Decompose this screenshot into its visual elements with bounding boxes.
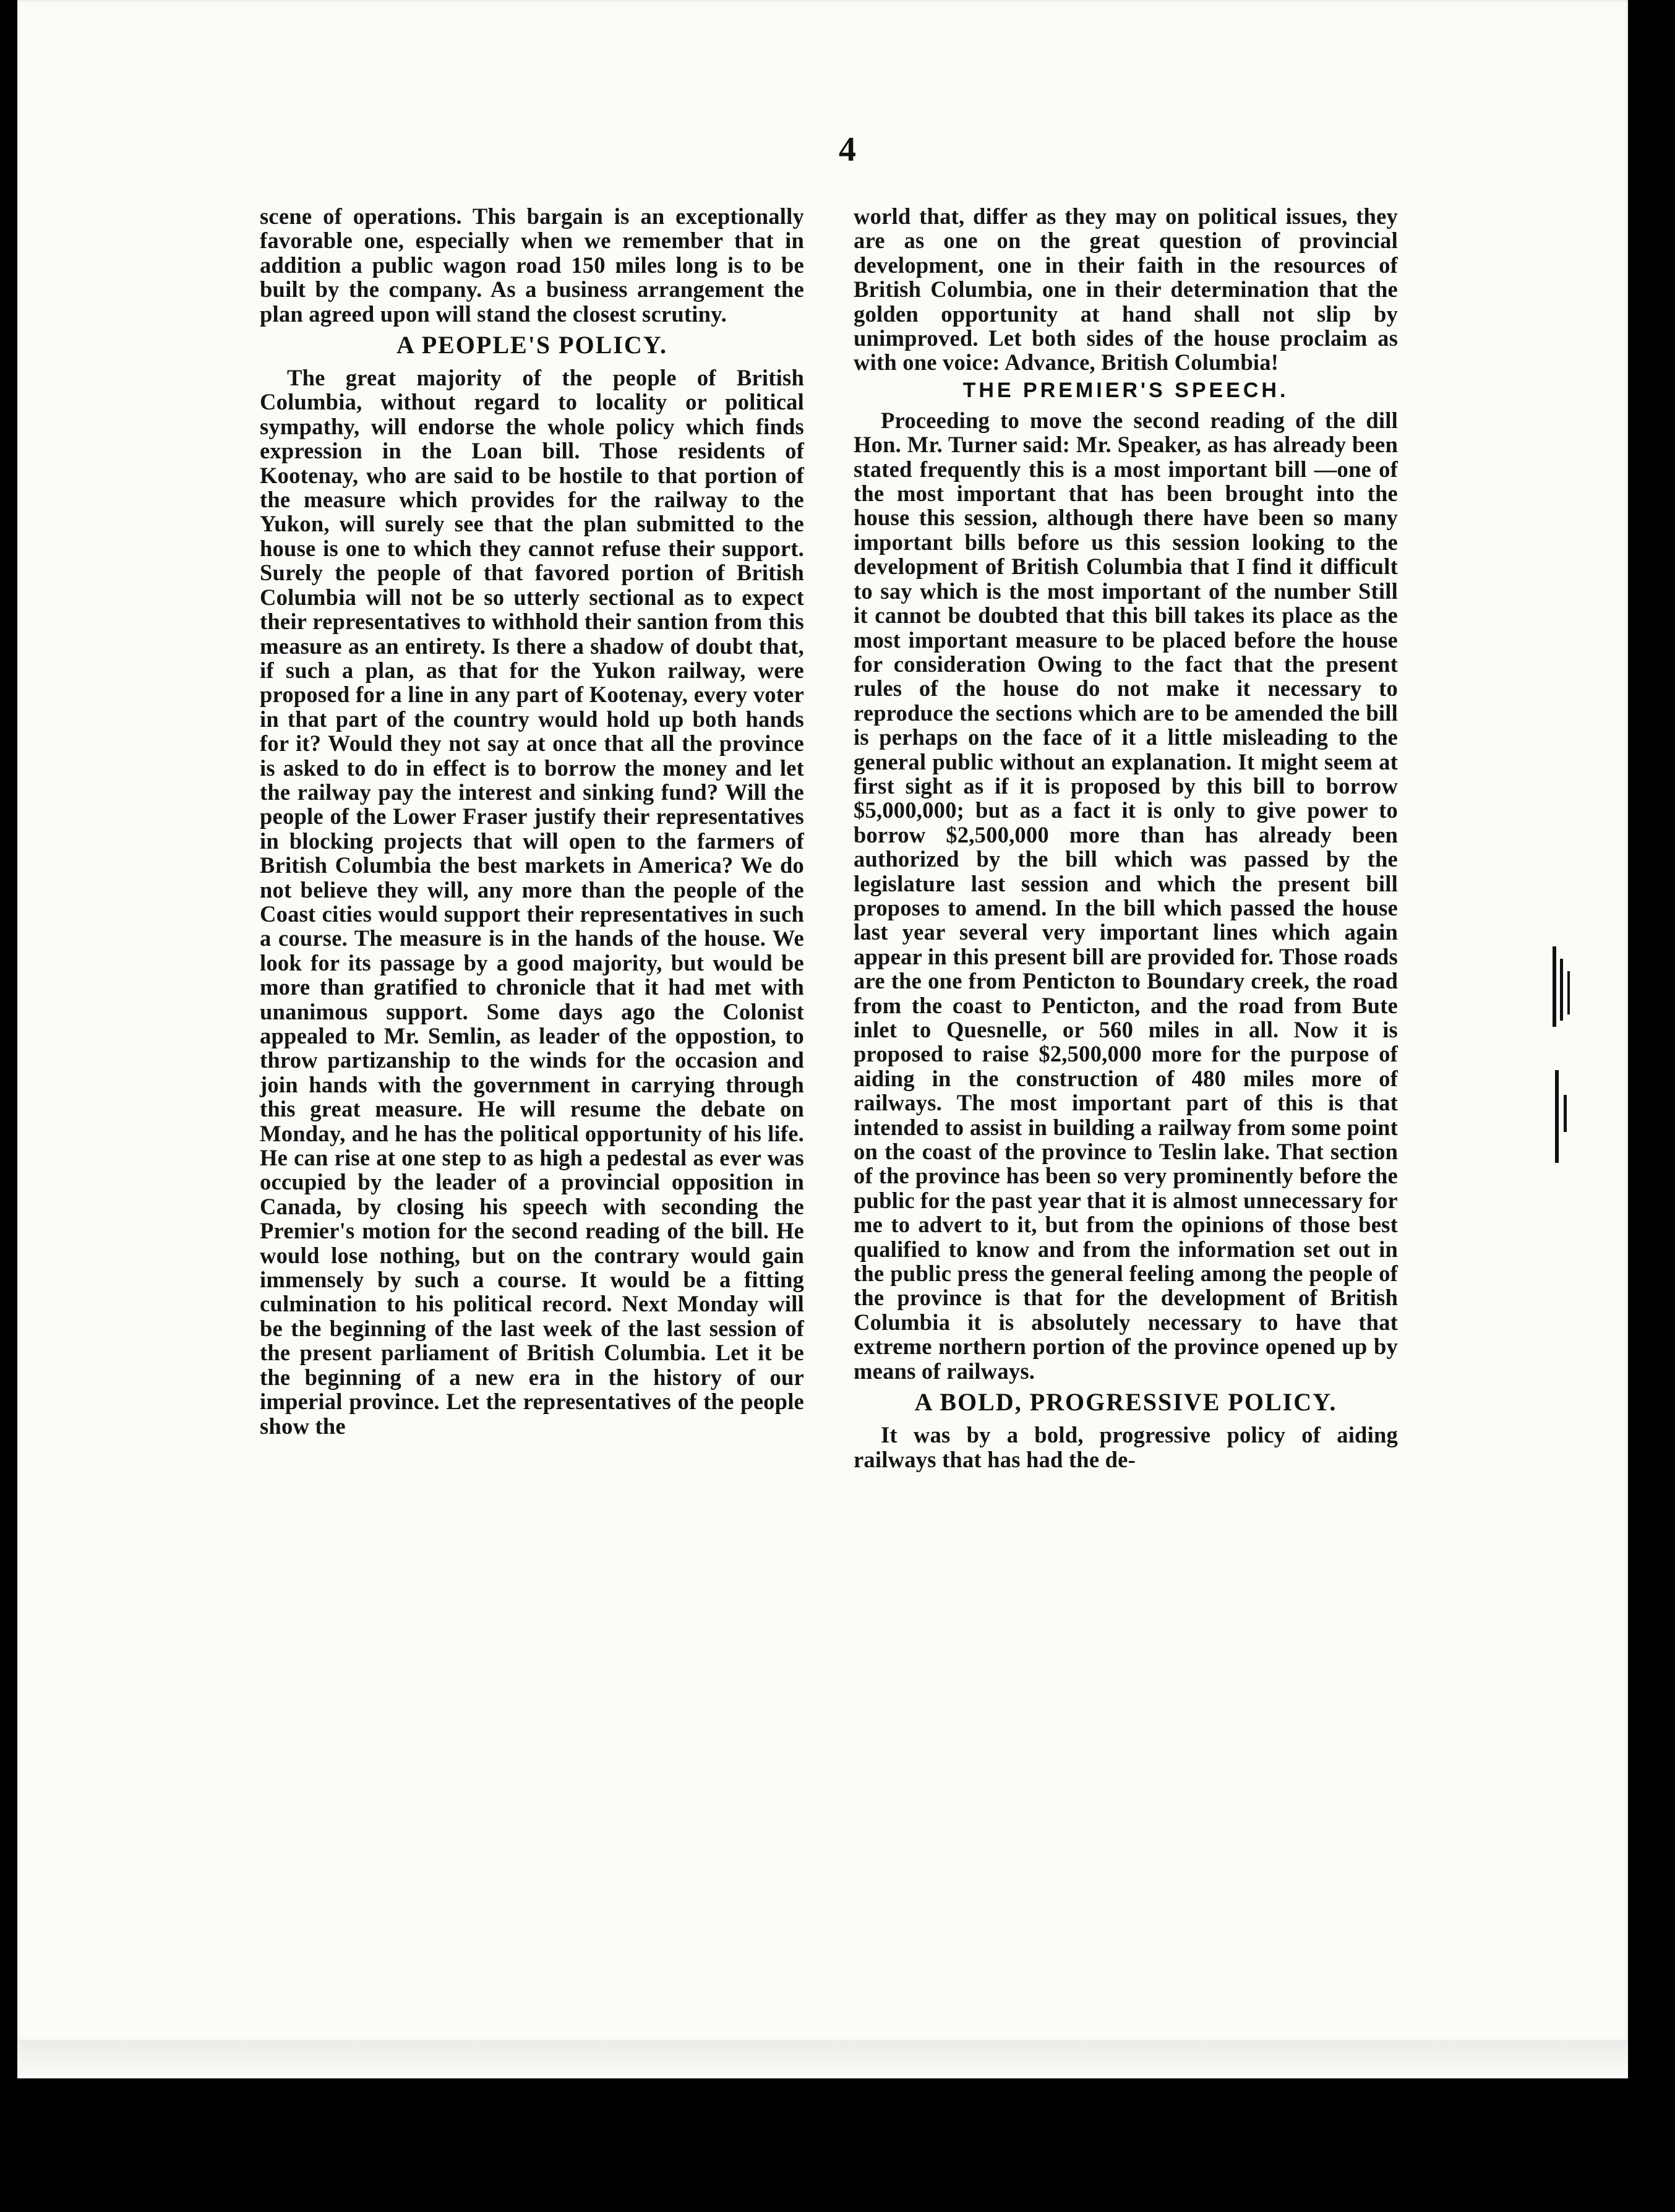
right-paragraph-1: world that, differ as they may on political issues, they are as one on the great question of provincial development, one in their faith in the resources of British Columbia, one in their determination that the golden opportunity at hand shall not slip by unimproved. Let both sides of the house proclaim as with one voice: Advance, British Columbia!: [854, 204, 1398, 375]
heading-premiers-speech: THE PREMIER'S SPEECH.: [962, 378, 1289, 402]
right-column: [854, 204, 1398, 1472]
right-paragraph-2: Proceeding to move the second reading of the dill Hon. Mr. Turner said: Mr. Speaker, as has already been stated frequently this is a most important bill —one of the most important that has been brought into the house this session, although there have been so many important bills before us this session looking to the development of British Columbia that I find it difficult to say which is the most important of the number Still it cannot be doubted that this bill takes its place as the most important measure to be placed before the house for consideration Owing to the fact that the present rules of the house do not make it necessary to reproduce the sections which are to be amended the bill is perhaps on the face of it a little misleading to the general public without an explanation. It might seem at first sight as if it is proposed by this bill to borrow $5,000,000; but as a fact it is only to give power to borrow $2,500,000 more than has already been authorized by the bill which was passed by the legislature last session and which the present bill proposes to amend. In the bill which passed the house last year several very important lines which again appear in this present bill are provided for. Those roads are the one from Penticton to Boundary creek, the road from the coast to Penticton, and the road from Bute inlet to Quesnelle, or 560 miles in all. Now it is proposed to raise $2,500,000 more for the purpose of aiding in the construction of 480 miles more of railways. The most important part of this is that intended to assist in building a railway from some point on the coast of the province to Teslin lake. That section of the province has been so very prominently before the public for the past year that it is almost unnecessary for me to advert to it, but from the opinions of those best qualified to know and from the information set out in the public press the general feeling among the people of the province is that for the development of British Columbia it is absolutely necessary to have that extreme northern portion of the province opened up by means of railways.: [854, 407, 1398, 1384]
heading-peoples-policy: A PEOPLE'S POLICY.: [396, 331, 667, 359]
page-bottom-edge: [17, 2041, 1628, 2078]
left-column: [260, 204, 804, 1438]
margin-marks: [1546, 946, 1577, 1194]
left-paragraph-2: The great majority of the people of British Columbia, without regard to locality or political sympathy, will endorse the whole policy which finds expression in the Loan bill. Those residents of Kootenay, who are said to be hostile to that portion of the measure which provides for the railway to the Yukon, will surely see that the plan submitted to the house is one to which they cannot refuse their support. Surely the people of that favored portion of British Columbia will not be so utterly sectional as to expect their representatives to withhold their santion from this measure as an entirety. Is there a shadow of doubt that, if such a plan, as that for the Yukon railway, were proposed for a line in any part of Kootenay, every voter in that part of the country would hold up both hands for it? Would they not say at once that all the province is asked to do in effect is to borrow the money and let the railway pay the interest and sinking fund? Will the people of the Lower Fraser justify their representatives in blocking projects that will open to the farmers of British Columbia the best markets in America? We do not believe they will, any more than the people of the Coast cities would support their representatives in such a course. The measure is in the hands of the house. We look for its passage by a good majority, but would be more than gratified to chronicle that it had met with unanimous support. Some days ago the Colonist appealed to Mr. Semlin, as leader of the oppostion, to throw partizanship to the winds for the occasion and join hands with the government in carrying through this great measure. He will resume the debate on Monday, and he has the political opportunity of his life. He can rise at one step to as high a pedestal as ever was occupied by the leader of a provincial opposition in Canada, by closing his speech with seconding the Premier's motion for the second reading of the bill. He would lose nothing, but on the contrary would gain immensely by such a course. It would be a fitting culmination to his political record. Next Monday will be the beginning of the last week of the last session of the present parliament of British Columbia. Let it be the beginning of a new era in the history of our imperial province. Let the representatives of the people show the: [260, 365, 804, 1439]
right-paragraph-3: It was by a bold, progressive policy of aiding railways that has had the de-: [854, 1422, 1398, 1472]
page-number: 4: [839, 131, 856, 169]
left-paragraph-1: scene of operations. This bargain is an exceptionally favorable one, especially when we remember that in addition a public wagon road 150 miles long is to be built by the company. As a business arrangement the plan agreed upon will stand the closest scrutiny.: [260, 204, 804, 327]
heading-bold-progressive-policy: A BOLD, PROGRESSIVE POLICY.: [914, 1388, 1337, 1417]
